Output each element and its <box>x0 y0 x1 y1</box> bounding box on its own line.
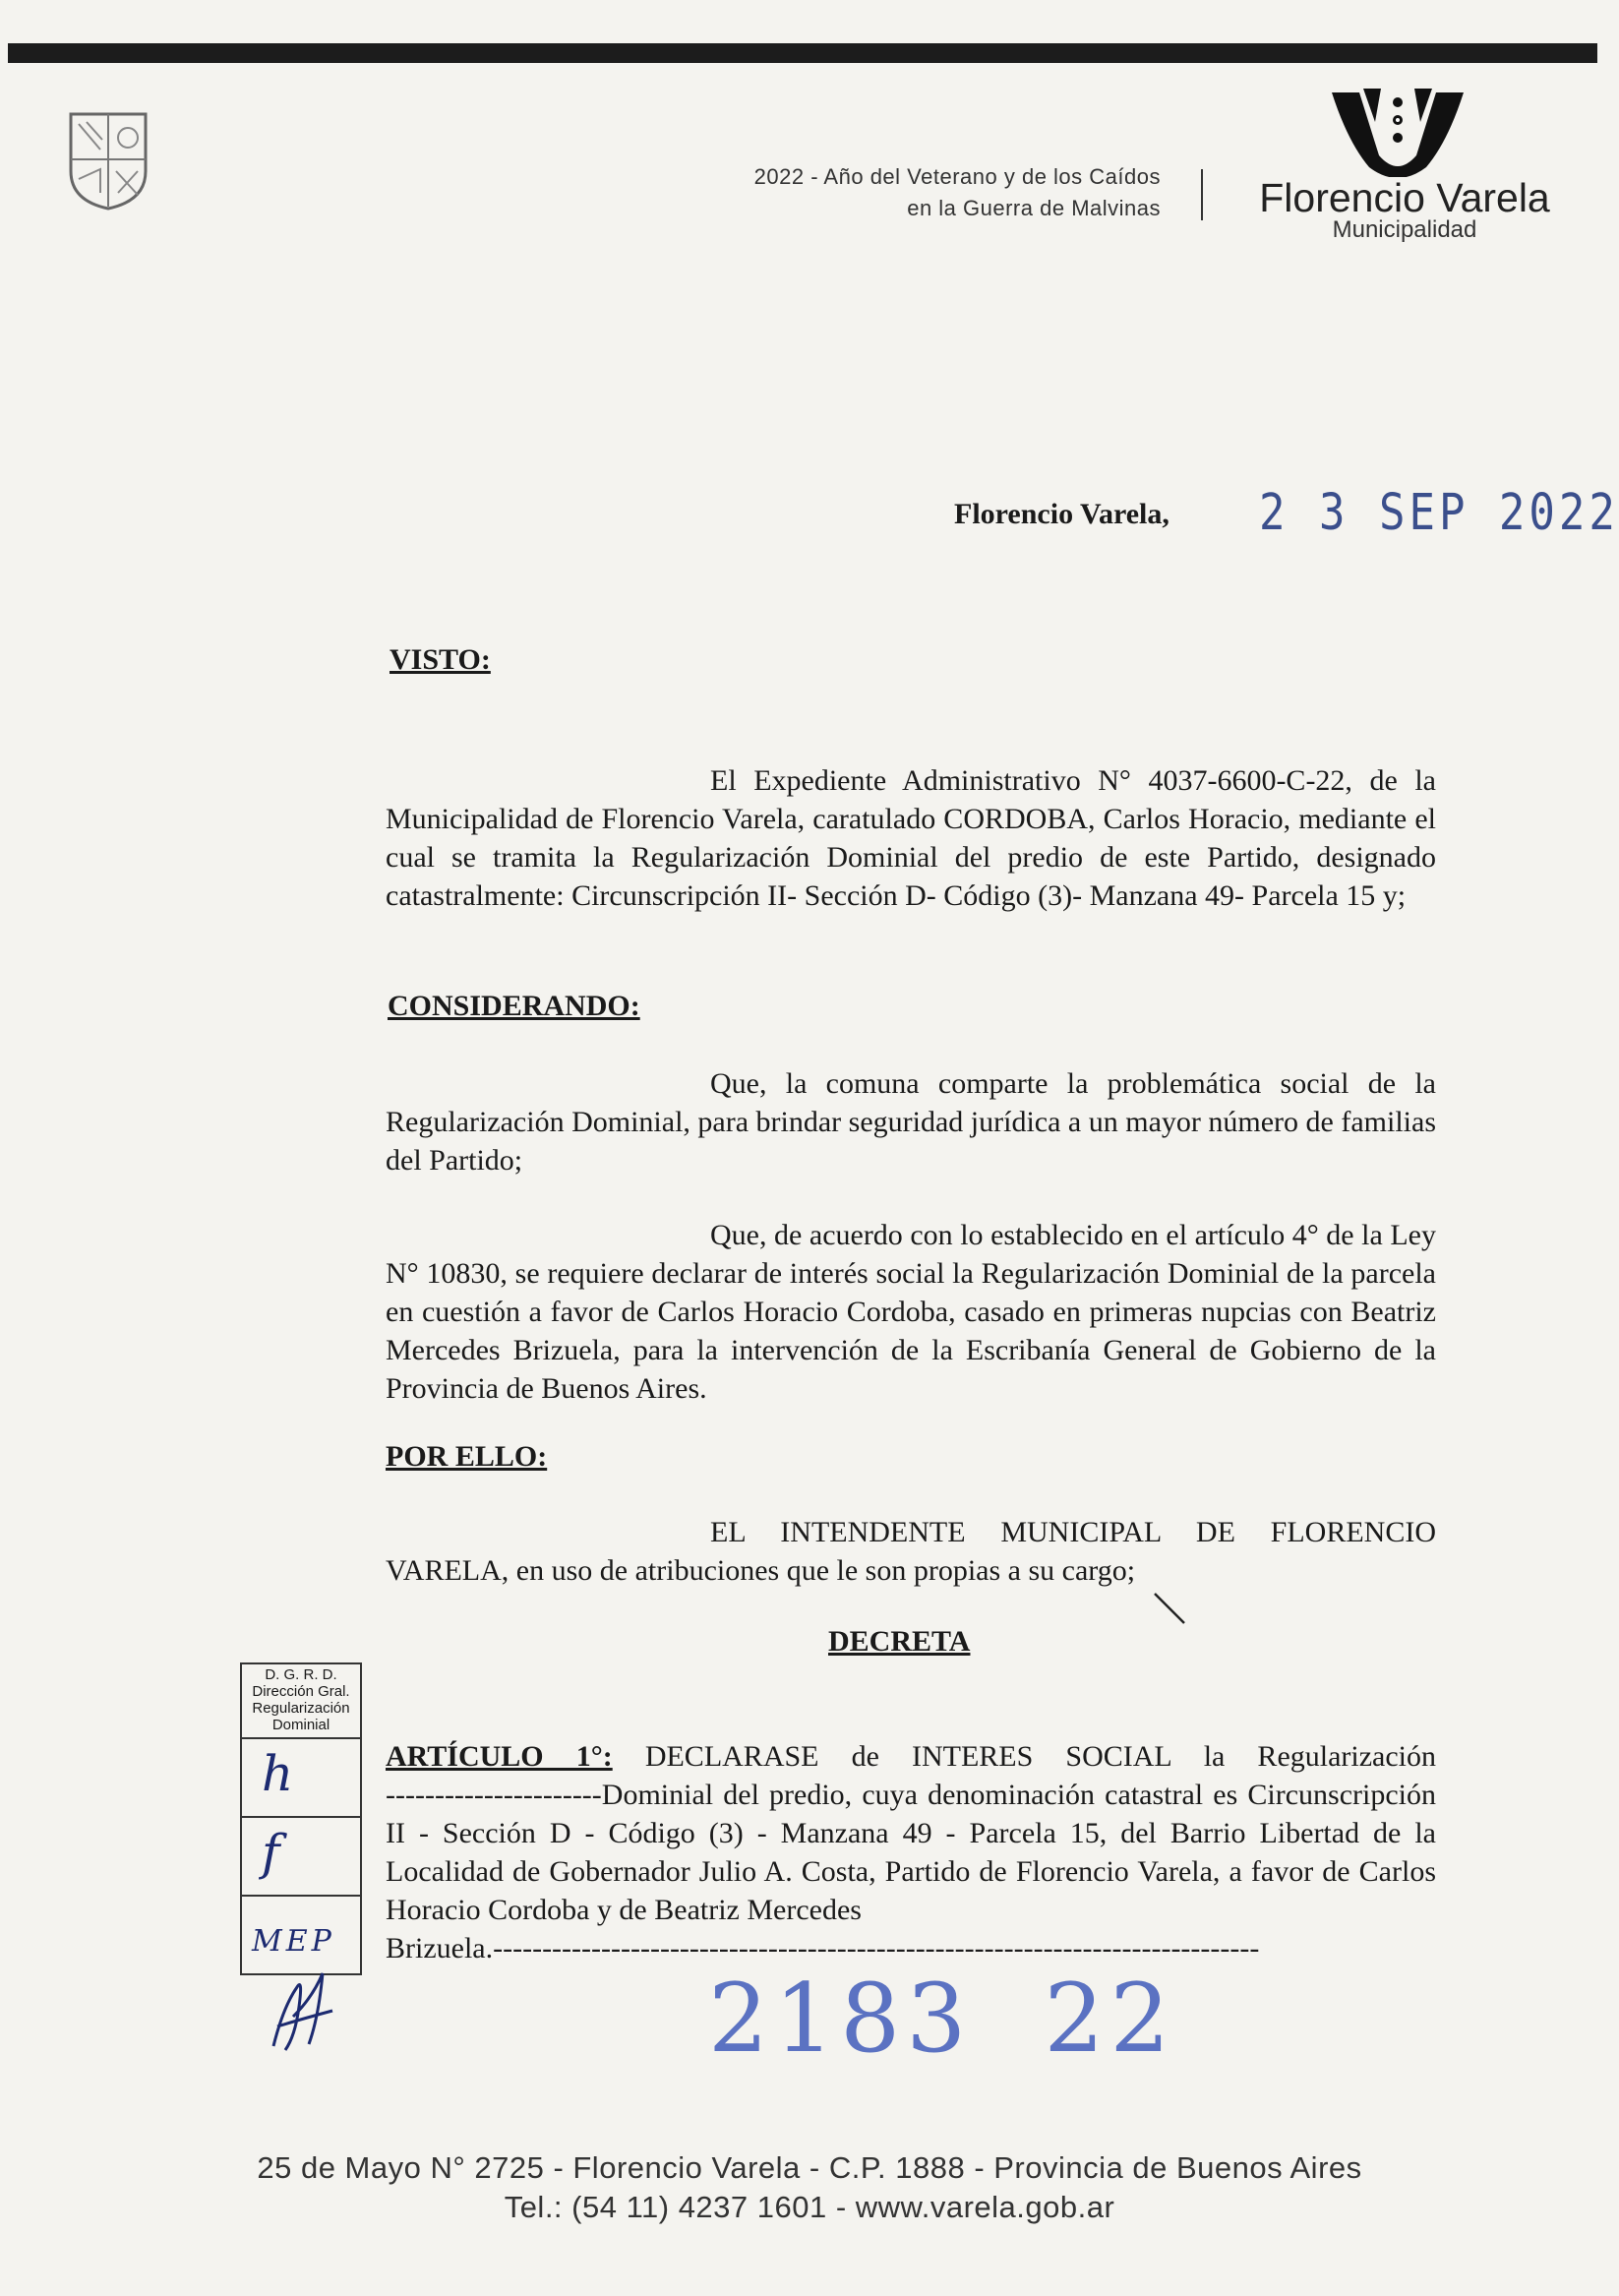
document-place: Florencio Varela, <box>954 498 1169 530</box>
stamp-initial-2: f <box>262 1824 280 1881</box>
stamp-cell-1 <box>242 1739 360 1818</box>
ink-tick-mark-icon <box>1153 1590 1188 1629</box>
footer-address: 25 de Mayo N° 2725 - Florencio Varela - C.P. 1888 - Provincia de Buenos Aires <box>257 2150 1362 2185</box>
municipal-crest-icon <box>67 110 150 212</box>
dgrd-stamp-box <box>240 1662 362 1975</box>
year-motto-line1: 2022 - Año del Veterano y de los Caídos <box>753 164 1161 189</box>
florencio-varela-logo-icon <box>1324 83 1471 177</box>
date-stamp: 2 3 SEP 2022 <box>1259 484 1619 542</box>
footer-contact: Tel.: (54 11) 4237 1601 - www.varela.gob.ar <box>504 2190 1115 2224</box>
dgrd-stamp-title <box>242 1664 360 1739</box>
dgrd-stamp-line4: Dominial <box>271 1717 330 1733</box>
considerando-paragraph-1: Que, la comuna comparte la problemática social de la Regularización Dominial, para brindar seguridad jurídica a un mayor número de familias del Partido; <box>386 1067 1436 1177</box>
brand-name: Florencio Varela <box>1259 175 1550 220</box>
articulo-1-last-line: Brizuela.------------------------------------------------------------------------------ <box>386 1932 1260 1964</box>
scan-top-bar <box>8 43 1597 63</box>
visto-heading: VISTO: <box>390 643 491 676</box>
decreta-heading: DECRETA <box>828 1625 971 1658</box>
header-divider <box>1201 169 1203 220</box>
articulo-1-line1: DECLARASE de INTERES SOCIAL la Regularización <box>644 1740 1437 1773</box>
articulo-1-label: ARTÍCULO 1°: <box>386 1740 613 1773</box>
handwritten-signature-icon <box>264 1967 342 2056</box>
por-ello-text: EL INTENDENTE MUNICIPAL DE FLORENCIO VARELA, en uso de atribuciones que le son propias a su cargo; <box>386 1516 1436 1587</box>
por-ello-heading: POR ELLO: <box>386 1440 548 1473</box>
articulo-1-text: Dominial del predio, cuya denominación catastral es Circunscripción II - Sección D - Código (3) - Manzana 49 - Parcela 15, del Barrio Libertad de la Localidad de Gobernador Julio A. Costa, Partido de Florencio Varela, a favor de Carlos Horacio Cordoba y de Beatriz Mercedes <box>386 1779 1436 1926</box>
stamp-initial-1: h <box>262 1745 294 1802</box>
dgrd-stamp-line1: D. G. R. D. <box>265 1666 337 1683</box>
dgrd-stamp-line3: Regularización <box>252 1700 350 1717</box>
stamp-initial-3: MEP <box>252 1924 335 1959</box>
stamp-cell-2 <box>242 1818 360 1897</box>
articulo-1 <box>386 1737 1436 1967</box>
stamp-cell-3 <box>242 1897 360 1973</box>
visto-text: El Expediente Administrativo N° 4037-6600-C-22, de la Municipalidad de Florencio Varela, caratulado CORDOBA, Carlos Horacio, mediante el cual se tramita la Regularización Dominial del predio de este Partido, designado catastralmente: Circunscripción II- Sección D- Código (3)- Manzana 49- Parcela 15 y; <box>386 764 1436 912</box>
considerando-paragraph-2: Que, de acuerdo con lo establecido en el artículo 4° de la Ley N° 10830, se requiere declarar de interés social la Regularización Dominial de la parcela en cuestión a favor de Carlos Horacio Cordoba, casado en primeras nupcias con Beatriz Mercedes Brizuela, para la intervención de la Escribanía General de Gobierno de la Provincia de Buenos Aires. <box>386 1219 1436 1405</box>
year-motto <box>551 161 1161 224</box>
decree-number-stamp: 2183 22 <box>708 1964 1176 2074</box>
considerando-heading: CONSIDERANDO: <box>388 990 640 1022</box>
brand-subtitle: Municipalidad <box>1332 216 1477 243</box>
dgrd-stamp-line2: Dirección Gral. <box>252 1683 350 1700</box>
year-motto-line2: en la Guerra de Malvinas <box>907 196 1161 220</box>
articulo-1-body <box>386 1776 1436 1929</box>
articulo-1-dashes: ---------------------- <box>386 1779 602 1811</box>
articulo-1-first-line <box>386 1737 1436 1776</box>
